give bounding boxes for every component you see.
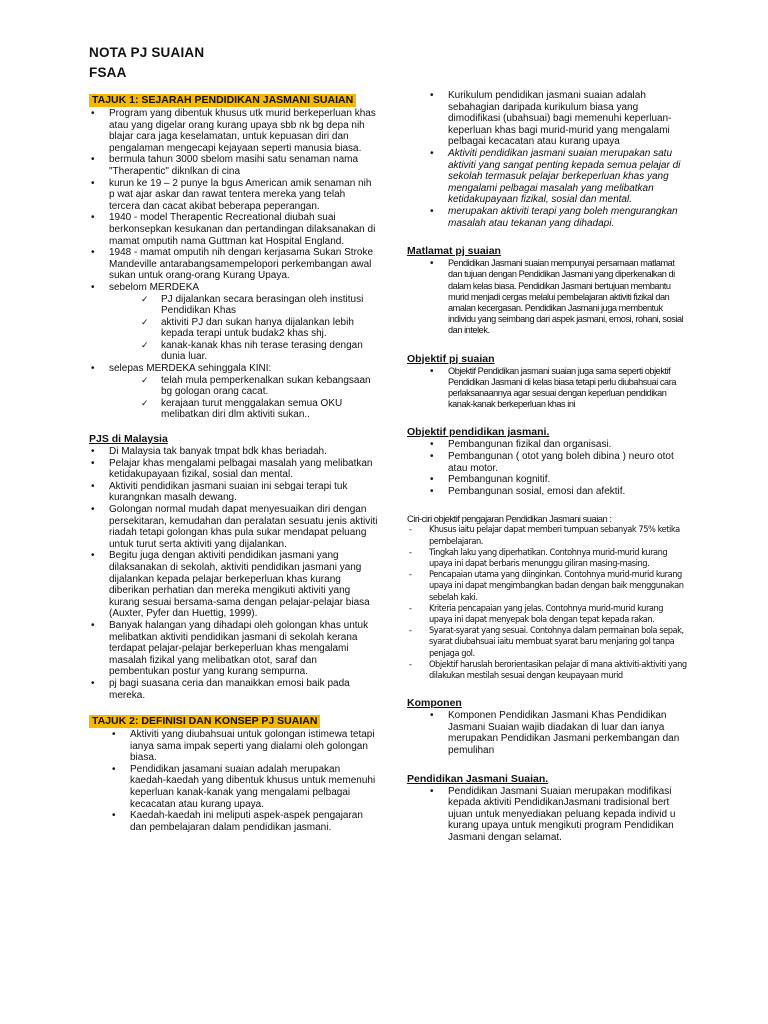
list-item: - Syarat-syarat yang sesuai. Contohnya dalam permainan bola sepak, syarat diubahsuai iaitu membuat syarat baru menjaring gol tanpa penjaga gol.: [407, 625, 687, 659]
pjs-heading: Pendidikan Jasmani Suaian.: [407, 772, 549, 785]
list-item: • 1940 - model Therapentic Recreational diubah suai berkonsepkan kesukanan dan pertandingan dilaksanakan di mamat omputih nama Guttman kat Hospital England.: [89, 212, 379, 247]
topic1-list: [89, 108, 379, 282]
list-item: ✓ aktiviti PJ dan sukan hanya dijalankan lebih kepada terapi untuk budak2 khas shj.: [89, 317, 379, 340]
list-item: • Kurikulum pendidikan jasmani suaian adalah sebahagian daripada kurikulum biasa yang dimodifikasi (ubahsuai) bagi memenuhi keperluan-keperluan khas bagi murid-murid yang mengalami pelbagai kecacatan atau kurang upaya: [407, 90, 687, 148]
matlamat-heading: Matlamat pj suaian: [407, 245, 501, 258]
topic1-heading: TAJUK 1: SEJARAH PENDIDIKAN JASMANI SUAIAN: [89, 94, 356, 107]
list-item: ✓ kerajaan turut menggalakan semua OKU melibatkan diri dlm aktiviti sukan..: [89, 398, 379, 421]
list-item: • Aktiviti pendidikan jasmani suaian merupakan satu aktiviti yang sangat penting kepada semua pelajar di sekolah termasuk pelajar berkeperluan khas yang mengalami pelbagai masalah yang melibatkan ketidakupayaan fizikal, sosial dan mental.: [407, 148, 687, 206]
list-item: - Khusus iaitu pelajar dapat memberi tumpuan sebanyak 75% ketika pembelajaran.: [407, 524, 687, 546]
objektif-pj-list: [407, 439, 687, 497]
pjs-definition-list: [407, 786, 687, 844]
list-item: • Program yang dibentuk khusus utk murid berkeperluan khas atau yang digelar orang kurang upaya sbb nk bg depa nih blajar cara jaga keselamatan, untuk kepuasan diri dan pengalaman mengecapi kejayaan seperti manusia biasa.: [89, 108, 379, 154]
objektif-suaian-list: [407, 366, 687, 411]
list-item: • Pendidikan Jasmani suaian mempunyai persamaan matlamat dan tujuan dengan Pendidikan Jasmani yang diperkenalkan di dalam kelas biasa. Pendidikan Jasmani bertujuan membantu murid menjadi cergas melalui pembelajaran aktiviti fizikal dan amalan kecergasan. Pendidikan Jasmani juga membentuk individu yang seimbang dari aspek jasmani, emosi, rohani, sosial dan intelek.: [407, 258, 687, 336]
list-item: - Tingkah laku yang diperhatikan. Contohnya murid-murid kurang upaya ini dapat berbaris menunggu giliran masing-masing.: [407, 547, 687, 569]
pjs-malaysia-list: [89, 446, 379, 701]
list-item: ✓ PJ dijalankan secara berasingan oleh institusi Pendidikan Khas: [89, 294, 379, 317]
list-item: • kurun ke 19 – 2 punye la bgus American amik senaman nih p wat ajar askar dan rawat tentera mereka yang telah tercera dan cacat akibat beberapa peperangan.: [89, 178, 379, 213]
objektif-suaian-heading: Objektif pj suaian: [407, 352, 495, 365]
list-item: • 1948 - mamat omputih nih dengan kerjasama Sukan Stroke Mandeville antarabangsamempelopori perkembangan awal sukan untuk orang-orang Kurang Upaya.: [89, 247, 379, 282]
list-item: • Aktiviti pendidikan jasmani suaian ini sebgai terapi tuk kurangnkan masalh dewang.: [89, 481, 379, 504]
topic2-list: [89, 729, 379, 833]
document-subtitle: FSAA: [89, 65, 127, 80]
ciri-list: [407, 524, 687, 681]
list-item: • Di Malaysia tak banyak tmpat bdk khas beriadah.: [89, 446, 379, 458]
list-item: • Kaedah-kaedah ini meliputi aspek-aspek pengajaran dan pembelajaran dalam pendidikan jasmani.: [89, 810, 379, 833]
intro-list: [407, 90, 687, 148]
list-item: • Pembangunan sosial, emosi dan afektif.: [407, 486, 687, 498]
right-column: [407, 90, 687, 844]
list-item: • Objektif Pendidikan jasmani suaian juga sama seperti objektif Pendidikan Jasmani di kelas biasa tetapi perlu diubahsuai cara perlaksanaannya agar sesuai dengan keperluan pendidikan kanak-kanak berkeperluan khas ini: [407, 366, 687, 411]
list-item: • Begitu juga dengan aktiviti pendidikan jasmani yang dilaksanakan di sekolah, aktiviti pendidikan jasmani yang dijalankan kepada pelajar berkeperluan khas kurang diberikan perhatian dan mereka mengikuti aktiviti yang kurang sesuai bersama-sama dengan pelajar-pelajar biasa (Auxter, Pyfer dan Huettig, 1999).: [89, 550, 379, 620]
list-item: • Pembangunan kognitif.: [407, 474, 687, 486]
list-item: • selepas MERDEKA sehinggala KINI:: [89, 363, 379, 375]
list-item: • Golongan normal mudah dapat menyesuaikan diri dengan persekitaran, kemudahan dan peralatan sesuatu jenis aktiviti riadah tetapi golongan khas pula sukar mendapat peluang untuk turut serta aktiviti yang dijalankan.: [89, 504, 379, 550]
selepas-checklist: [89, 375, 379, 421]
list-item: • Banyak halangan yang dihadapi oleh golongan khas untuk melibatkan aktiviti pendidikan jasmani di sekolah kerana terdapat pelajar-pelajar berkeperluan khas mengalami masalah fizikal yang melibatkan otot, saraf dan pembentukan postur yang kurang sempurna.: [89, 620, 379, 678]
list-item: ✓ kanak-kanak khas nih terase terasing dengan dunia luar.: [89, 340, 379, 363]
list-item: • merupakan aktiviti terapi yang boleh mengurangkan masalah atau tekanan yang dihadapi.: [407, 206, 687, 229]
objektif-pj-heading: Objektif pendidikan jasmani.: [407, 426, 550, 439]
list-item: • pj bagi suasana ceria dan manaikkan emosi baik pada mereka.: [89, 678, 379, 701]
list-item: • Pendidikan Jasmani Suaian merupakan modifikasi kepada aktiviti PendidikanJasmani tradisional bert ujuan untuk menyediakan peluang kepada individ u kurang upaya untuk mengikuti program Pendidikan Jasmani dengan selamat.: [407, 786, 687, 844]
sebelom-checklist: [89, 294, 379, 364]
list-item: ✓ telah mula pemperkenalkan sukan kebangsaan bg gologan orang cacat.: [89, 375, 379, 398]
topic2-heading: TAJUK 2: DEFINISI DAN KONSEP PJ SUAIAN: [89, 715, 320, 728]
list-item: • sebelom MERDEKA: [89, 282, 379, 294]
komponen-list: [407, 710, 687, 756]
list-item: • Pendidikan jasamani suaian adalah merupakan kaedah-kaedah yang dibentuk khusus untuk memenuhi keperluan kanak-kanak yang mengalami pelbagai kecacatan atau kurang upaya.: [89, 764, 379, 810]
ciri-heading: Ciri-ciri objektif pengajaran Pendidikan Jasmani suaian :: [407, 513, 612, 525]
list-item: • Komponen Pendidikan Jasmani Khas Pendidikan Jasmani Suaian wajib diadakan di luar dan ianya merupakan Pendidikan Jasmani perkembangan dan pemulihan: [407, 710, 687, 756]
list-item: • Pelajar khas mengalami pelbagai masalah yang melibatkan ketidakupayaan fizikal, sosial dan mental.: [89, 458, 379, 481]
list-item: - Pencapaian utama yang diinginkan. Contohnya murid-murid kurang upaya ini dapat mengimbangkan badan dengan baik menggunakan sebelah kaki.: [407, 569, 687, 603]
left-column: [89, 90, 379, 833]
list-item: • bermula tahun 3000 sbelom masihi satu senaman nama "Therapentic" diknlkan di cina: [89, 154, 379, 177]
intro-italic-list: [407, 148, 687, 229]
list-item: • Aktiviti yang diubahsuai untuk golongan istimewa tetapi ianya sama impak seperti yang dialami oleh golongan biasa.: [89, 729, 379, 764]
list-item: • Pembangunan ( otot yang boleh dibina ) neuro otot atau motor.: [407, 451, 687, 474]
komponen-heading: Komponen: [407, 697, 462, 710]
matlamat-list: [407, 258, 687, 336]
document-title: NOTA PJ SUAIAN: [89, 45, 205, 60]
pjs-malaysia-heading: PJS di Malaysia: [89, 433, 168, 446]
list-item: - Kriteria pencapaian yang jelas. Contohnya murid-murid kurang upaya ini dapat menyepak bola dengan tepat kepada rakan.: [407, 603, 687, 625]
list-item: • Pembangunan fizikal dan organisasi.: [407, 439, 687, 451]
list-item: - Objektif haruslah berorientasikan pelajar di mana aktiviti-aktiviti yang dilakukan mestilah sesuai dengan keupayaan murid: [407, 659, 687, 681]
